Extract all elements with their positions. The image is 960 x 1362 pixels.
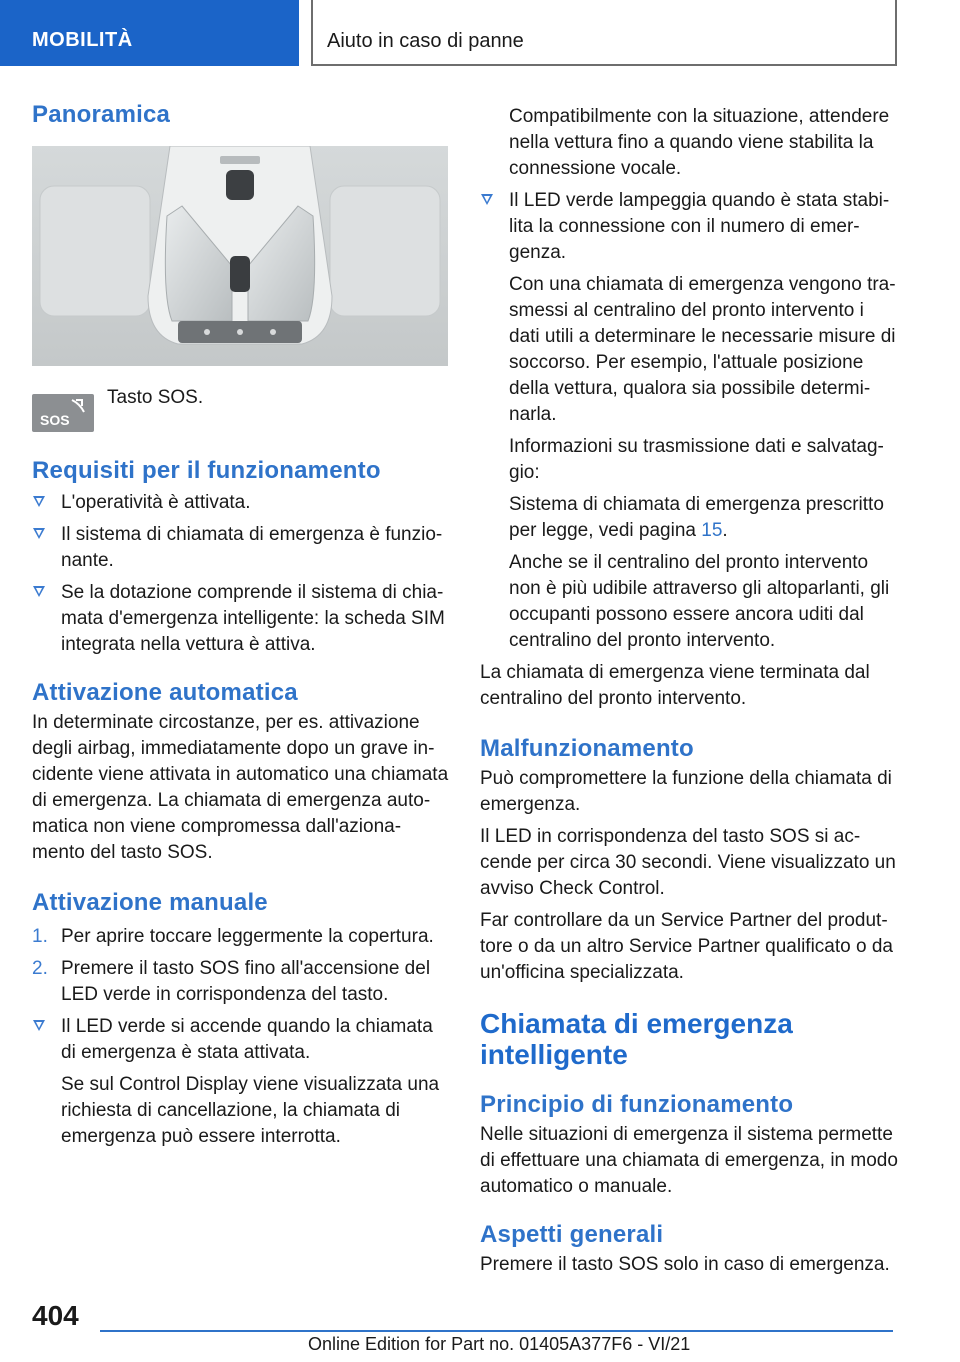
manual-step: 1. Per aprire toccare leggermente la copertura. bbox=[32, 926, 434, 947]
requisiti-heading: Requisiti per il funzionamento bbox=[32, 457, 381, 484]
requisiti-item: L'operatività è attivata. bbox=[32, 490, 450, 516]
footer-edition: Online Edition for Part no. 01405A377F6 - VI/21 bbox=[308, 1334, 691, 1354]
malfunzionamento-heading: Malfunzionamento bbox=[480, 735, 694, 762]
sos-button-icon bbox=[32, 394, 94, 432]
triangle-bullet-icon bbox=[33, 586, 45, 597]
requisiti-item: Il sistema di chiamata di emergenza è funzio-nante. bbox=[32, 522, 450, 574]
header-chapter-label: Aiuto in caso di panne bbox=[327, 30, 524, 52]
malfunction-text-2: Il LED in corrispondenza del tasto SOS si ac-cende per circa 30 secondi. Viene visualizzato un avviso Check Control. bbox=[480, 826, 896, 899]
principio-text: Nelle situazioni di emergenza il sistema permette di effettuare una chiamata di emergenza, in modo automatico o manuale. bbox=[480, 1124, 898, 1197]
triangle-bullet-icon bbox=[33, 528, 45, 539]
triangle-bullet-icon bbox=[33, 496, 45, 507]
legal-system-text: Sistema di chiamata di emergenza prescritto per legge, vedi pagina 15. bbox=[509, 494, 884, 541]
call-termination-text: La chiamata di emergenza viene terminata dal centralino del pronto intervento. bbox=[480, 662, 870, 709]
occupants-heard-text: Anche se il centralino del pronto intervento non è più udibile attraverso gli altoparlanti, gli occupanti possono essere ancora uditi dal centralino del pronto intervento. bbox=[509, 552, 890, 651]
sos-key-legend bbox=[32, 384, 450, 444]
sos-icon-text: SOS bbox=[40, 412, 70, 428]
triangle-bullet-icon bbox=[33, 1020, 45, 1031]
overhead-console-photo bbox=[32, 146, 448, 366]
attivazione-manuale-heading: Attivazione manuale bbox=[32, 889, 268, 916]
manual-step: 2. Premere il tasto SOS fino all'accensione del LED verde in corrispondenza del tasto. bbox=[32, 958, 431, 1005]
malfunction-text-1: Può compromettere la funzione della chiamata di emergenza. bbox=[480, 768, 892, 815]
requisiti-item: Se la dotazione comprende il sistema di chia-mata d'emergenza intelligente: la scheda SIM integrata nella vettura è attiva. bbox=[32, 580, 450, 658]
attivazione-automatica-heading: Attivazione automatica bbox=[32, 679, 298, 706]
voice-connection-text: Compatibilmente con la situazione, attendere nella vettura fino a quando viene stabilita la connessione vocale. bbox=[509, 106, 890, 179]
page-link[interactable]: 15 bbox=[701, 520, 723, 541]
footer-divider bbox=[100, 1330, 893, 1332]
attivazione-automatica-text: In determinate circostanze, per es. attivazione degli airbag, immediatamente dopo un grave in-cidente viene attivata in automatico una chiamata di emergenza. La chiamata di emergenza auto-matica non viene compromessa dall'aziona-mento del tasto SOS. bbox=[32, 712, 449, 863]
left-column bbox=[32, 100, 450, 1150]
data-transmission-text: Con una chiamata di emergenza vengono tra-smessi al centralino del pronto intervento i dati utili a determinare le necessarie misure di soccorso. Per esempio, l'attuale posizione della vettura, qualora sia possibile determi-narla. bbox=[509, 274, 896, 425]
header-section-tab bbox=[0, 0, 299, 66]
data-info-text: Informazioni su trasmissione dati e salvatag-gio: bbox=[509, 436, 884, 483]
intelligent-emergency-call-heading: Chiamata di emergenza intelligente bbox=[480, 1008, 793, 1070]
malfunction-text-3: Far controllare da un Service Partner del produt-tore o da un altro Service Partner qualificato o da un'officina specializzata. bbox=[480, 910, 893, 983]
principio-heading: Principio di funzionamento bbox=[480, 1091, 794, 1118]
panoramica-heading: Panoramica bbox=[32, 101, 171, 128]
sos-caption: Tasto SOS. bbox=[107, 387, 204, 408]
page-number: 404 bbox=[32, 1300, 79, 1331]
aspetti-generali-text: Premere il tasto SOS solo in caso di emergenza. bbox=[480, 1254, 890, 1275]
right-column bbox=[480, 100, 898, 1278]
led-blink-item: Il LED verde lampeggia quando è stata stabi-lita la connessione con il numero di emer-genza. bbox=[480, 188, 898, 266]
overhead-console-illustration bbox=[32, 146, 448, 366]
manual-note-continued: Se sul Control Display viene visualizzata una richiesta di cancellazione, la chiamata di emergenza può essere interrotta. bbox=[61, 1074, 440, 1147]
triangle-bullet-icon bbox=[481, 194, 493, 205]
aspetti-generali-heading: Aspetti generali bbox=[480, 1221, 664, 1248]
header-chapter-tab bbox=[311, 0, 897, 66]
header-section-label: MOBILITÀ bbox=[32, 29, 133, 51]
manual-note: Il LED verde si accende quando la chiamata di emergenza è stata attivata. bbox=[32, 1014, 450, 1066]
